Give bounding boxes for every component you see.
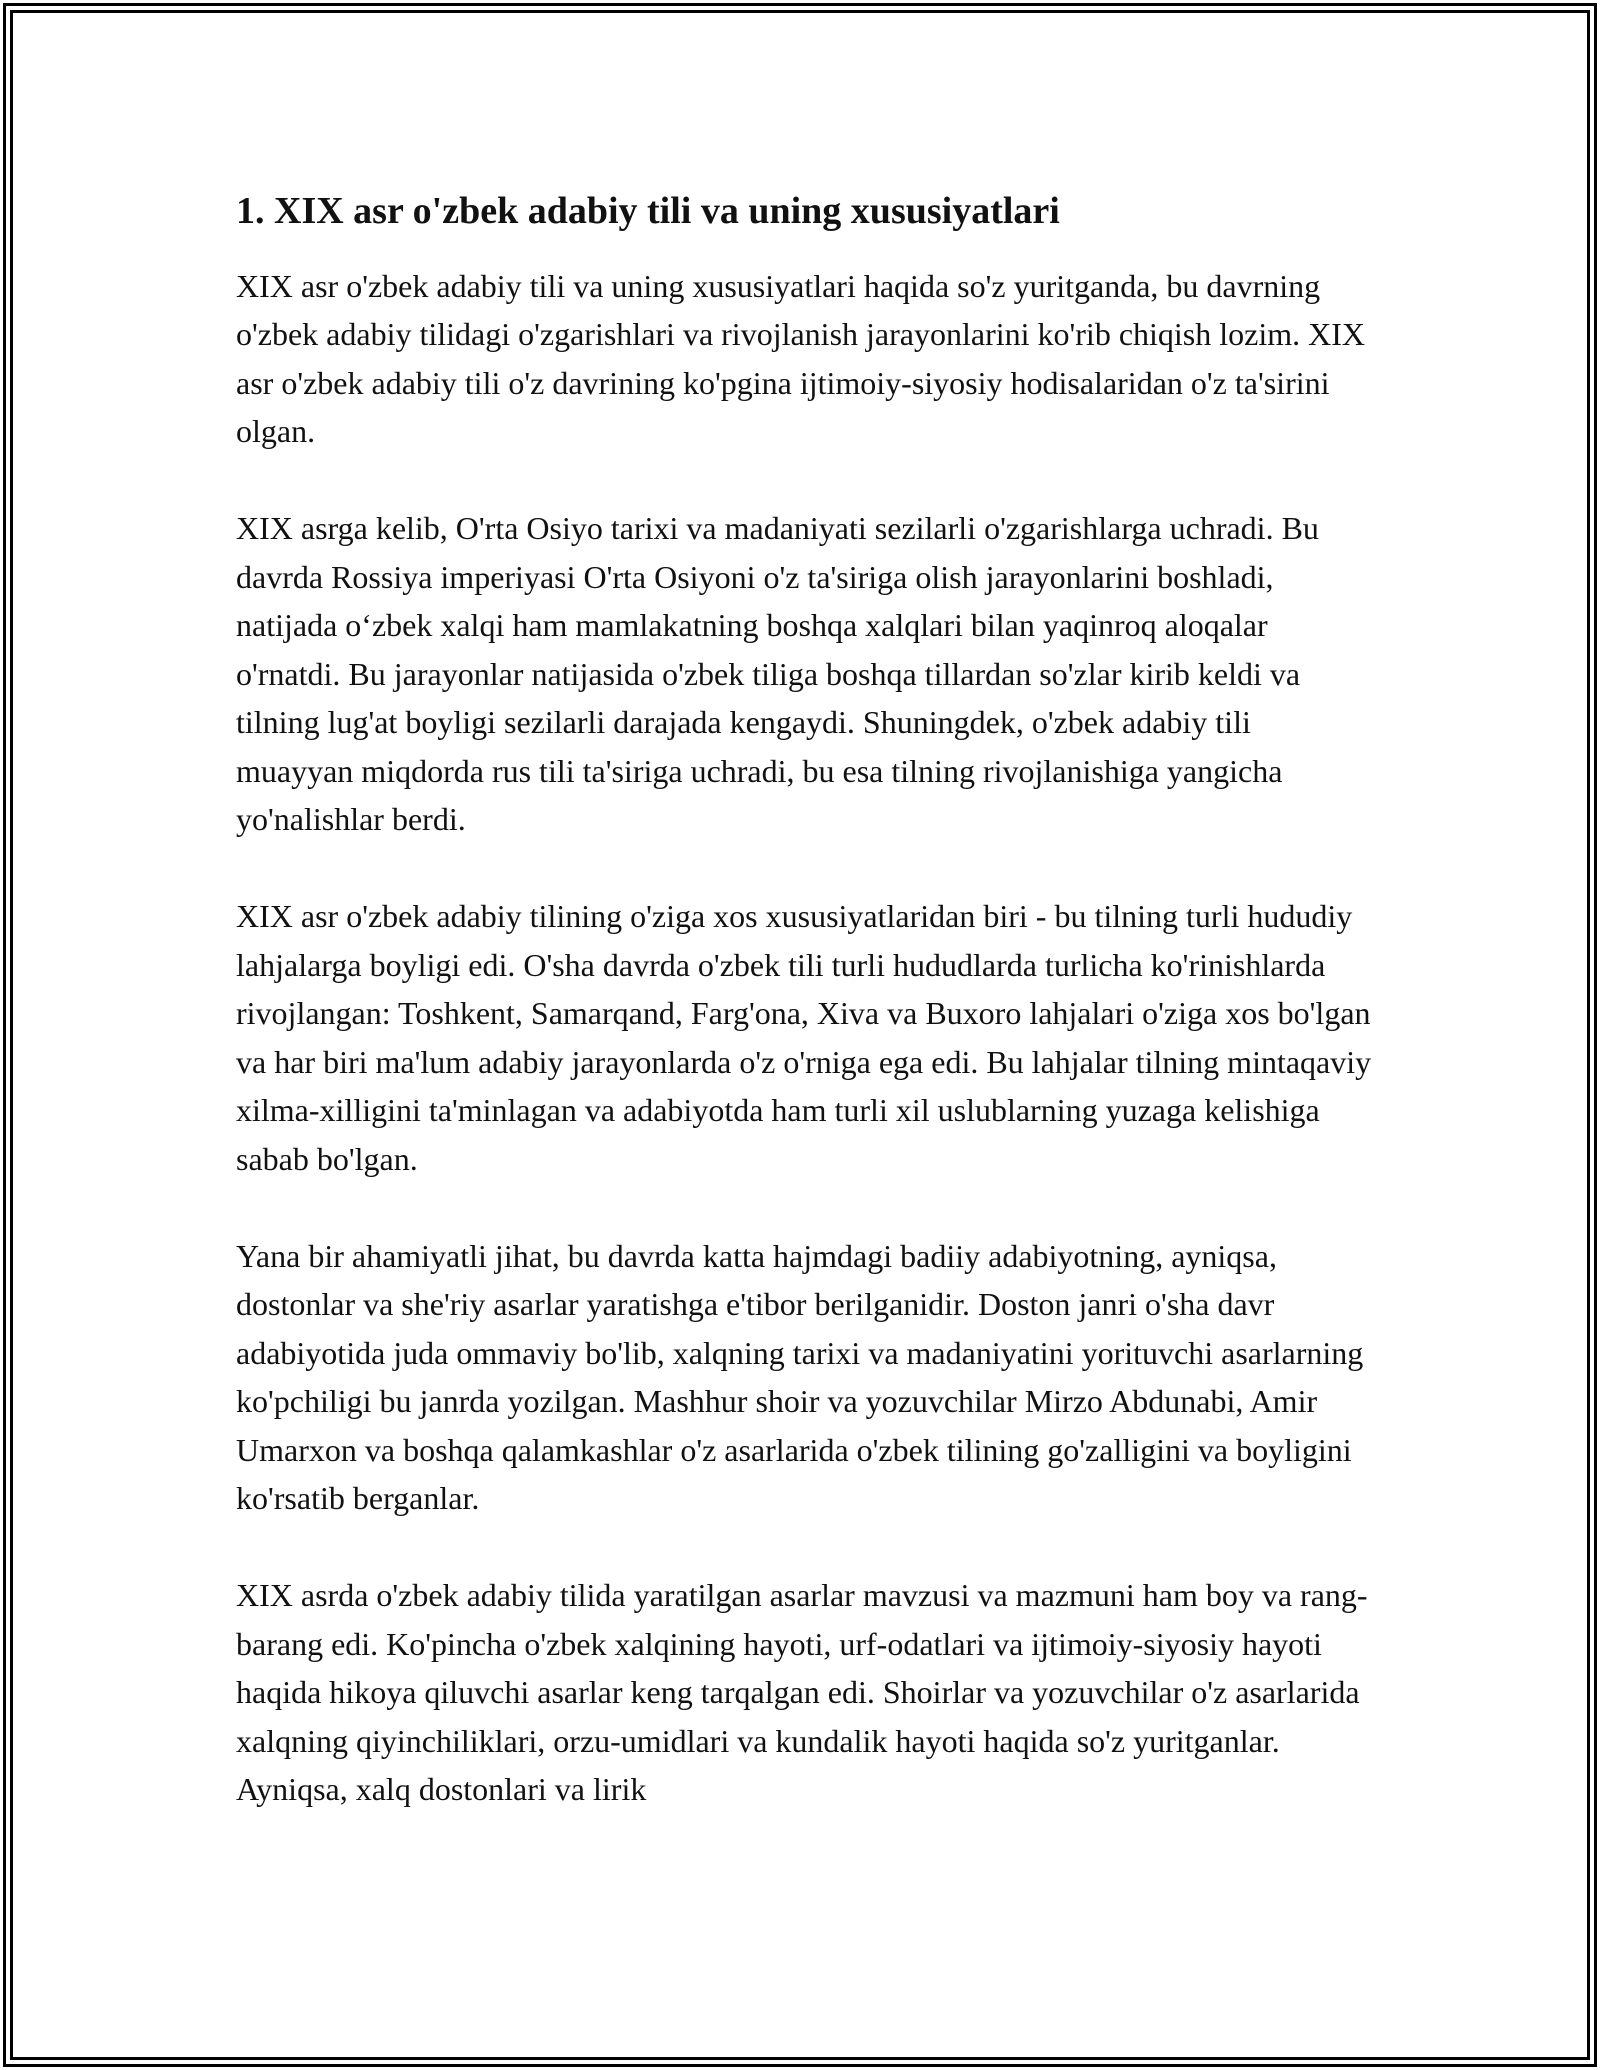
document-body [236, 188, 1376, 1862]
paragraph-4: Yana bir ahamiyatli jihat, bu davrda katta hajmdagi badiiy adabiyotning, ayniqsa, dostonlar va she'riy asarlar yaratishga e'tibor berilganidir. Doston janri o'sha davr adabiyotida juda ommaviy bo'lib, xalqning tarixi va madaniyatini yorituvchi asarlarning ko'pchiligi bu janrda yozilgan. Mashhur shoir va yozuvchilar Mirzo Abdunabi, Amir Umarxon va boshqa qalamkashlar o'z asarlarida o'zbek tilining go'zalligini va boyligini ko'rsatib berganlar. [236, 1237, 1364, 1516]
paragraph-2: XIX asrga kelib, O'rta Osiyo tarixi va madaniyati sezilarli o'zgarishlarga uchradi. Bu davrda Rossiya imperiyasi O'rta Osiyoni o'z ta'siriga olish jarayonlarini boshladi, natijada o‘zbek xalqi ham mamlakatning boshqa xalqlari bilan yaqinroq aloqalar o'rnatdi. Bu jarayonlar natijasida o'zbek tiliga boshqa tillardan so'zlar kirib keldi va tilning lug'at boyligi sezilarli darajada kengaydi. Shuningdek, o'zbek adabiy tili muayyan miqdorda rus tili ta'siriga uchradi, bu esa tilning rivojlanishiga yangicha yo'nalishlar berdi. [236, 510, 1319, 837]
paragraph-5: XIX asrda o'zbek adabiy tilida yaratilgan asarlar mavzusi va mazmuni ham boy va rang-barang edi. Ko'pincha o'zbek xalqining hayoti, urf-odatlari va ijtimoiy-siyosiy hayoti haqida hikoya qiluvchi asarlar keng tarqalgan edi. Shoirlar va yozuvchilar o'z asarlarida xalqning qiyinchiliklari, orzu-umidlari va kundalik hayoti haqida so'z yuritganlar. Ayniqsa, xalq dostonlari va lirik [236, 1577, 1368, 1807]
document-heading: 1. XIX asr o'zbek adabiy tili va uning xususiyatlari [236, 190, 1060, 232]
paragraph-3: XIX asr o'zbek adabiy tilining o'ziga xos xususiyatlaridan biri - bu tilning turli hududiy lahjalarga boyligi edi. O'sha davrda o'zbek tili turli hududlarda turlicha ko'rinishlarda rivojlangan: Toshkent, Samarqand, Farg'ona, Xiva va Buxoro lahjalari o'ziga xos bo'lgan va har biri ma'lum adabiy jarayonlarda o'z o'rniga ega edi. Bu lahjalar tilning mintaqaviy xilma-xilligini ta'minlagan va adabiyotda ham turli xil uslublarning yuzaga kelishiga sabab bo'lgan. [236, 898, 1372, 1177]
paragraph-1: XIX asr o'zbek adabiy tili va uning xususiyatlari haqida so'z yuritganda, bu davrning o'zbek adabiy tilidagi o'zgarishlari va rivojlanish jarayonlarini ko'rib chiqish lozim. XIX asr o'zbek adabiy tili o'z davrining ko'pgina ijtimoiy-siyosiy hodisalaridan o'z ta'sirini olgan. [236, 267, 1365, 449]
